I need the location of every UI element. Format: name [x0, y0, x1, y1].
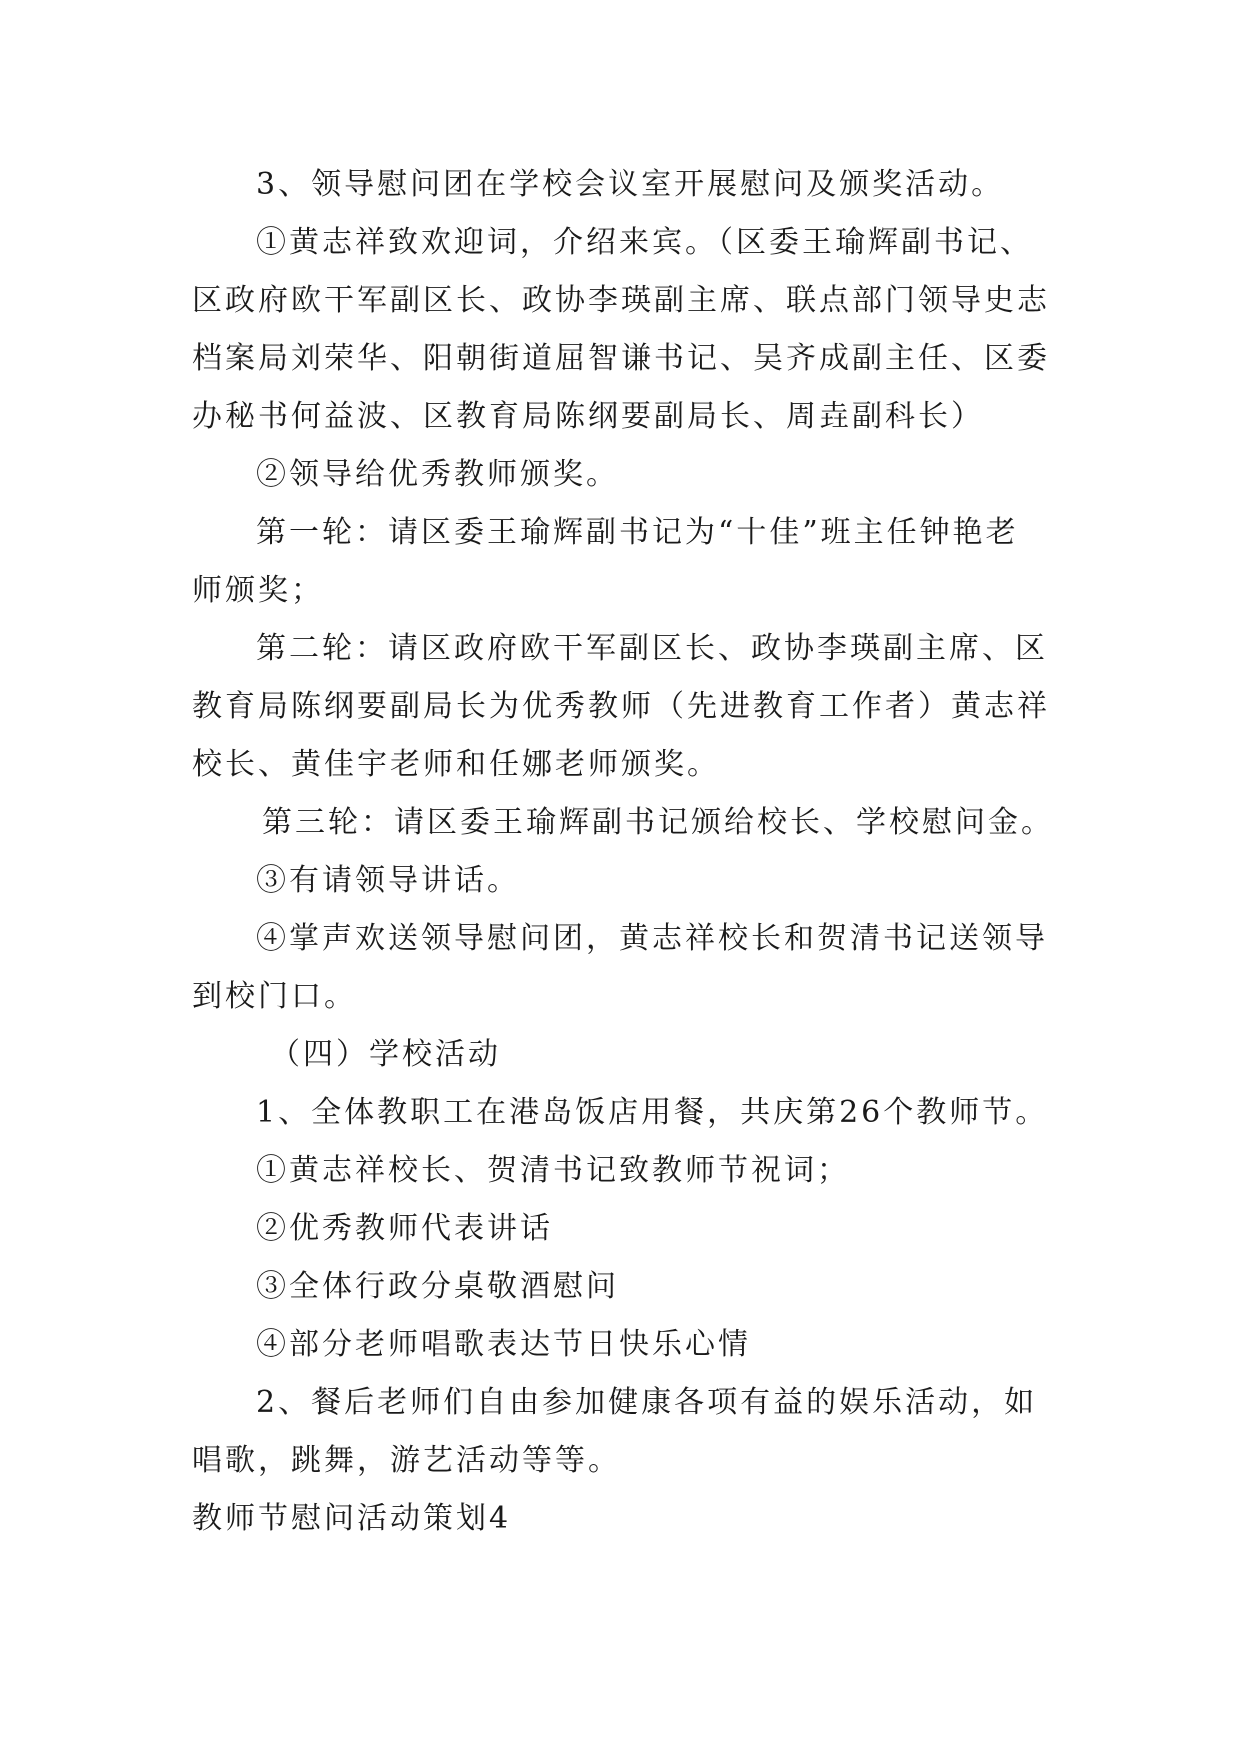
paragraph-line: 到校门口。 — [192, 979, 357, 1014]
paragraph-line: 3、领导慰问团在学校会议室开展慰问及颁奖活动。 — [256, 167, 1005, 202]
section-title: 教师节慰问活动策划4 — [192, 1501, 512, 1536]
paragraph-line: ③有请领导讲话。 — [256, 863, 520, 898]
paragraph-line: 唱歌，跳舞，游艺活动等等。 — [192, 1443, 621, 1478]
paragraph-line: ④掌声欢送领导慰问团，黄志祥校长和贺清书记送领导 — [256, 921, 1048, 956]
paragraph-line: 校长、黄佳宇老师和任娜老师颁奖。 — [192, 747, 720, 782]
paragraph-line: ②领导给优秀教师颁奖。 — [256, 457, 619, 492]
paragraph-line: ③全体行政分桌敬酒慰问 — [256, 1269, 619, 1304]
paragraph-line: 第一轮：请区委王瑜辉副书记为“十佳”班主任钟艳老 — [256, 515, 1019, 550]
paragraph-line: 办秘书何益波、区教育局陈纲要副局长、周垚副科长） — [192, 399, 984, 434]
paragraph-line: 第二轮：请区政府欧干军副区长、政协李瑛副主席、区 — [256, 631, 1048, 666]
paragraph-line: 第三轮：请区委王瑜辉副书记颁给校长、学校慰问金。 — [262, 805, 1054, 840]
paragraph-line: 教育局陈纲要副局长为优秀教师（先进教育工作者）黄志祥 — [192, 689, 1050, 724]
paragraph-line: 2、餐后老师们自由参加健康各项有益的娱乐活动，如 — [256, 1385, 1038, 1420]
paragraph-line: 师颁奖； — [192, 573, 324, 608]
paragraph-line: ②优秀教师代表讲话 — [256, 1211, 553, 1246]
section-heading: （四）学校活动 — [270, 1037, 501, 1072]
paragraph-line: 区政府欧干军副区长、政协李瑛副主席、联点部门领导史志 — [192, 283, 1050, 318]
paragraph-line: 档案局刘荣华、阳朝街道屈智谦书记、吴齐成副主任、区委 — [192, 341, 1050, 376]
paragraph-line: ④部分老师唱歌表达节日快乐心情 — [256, 1327, 751, 1362]
paragraph-line: 1、全体教职工在港岛饭店用餐，共庆第26个教师节。 — [256, 1095, 1049, 1130]
paragraph-line: ①黄志祥校长、贺清书记致教师节祝词； — [256, 1153, 850, 1188]
paragraph-line: ①黄志祥致欢迎词，介绍来宾。（区委王瑜辉副书记、 — [256, 225, 1033, 260]
